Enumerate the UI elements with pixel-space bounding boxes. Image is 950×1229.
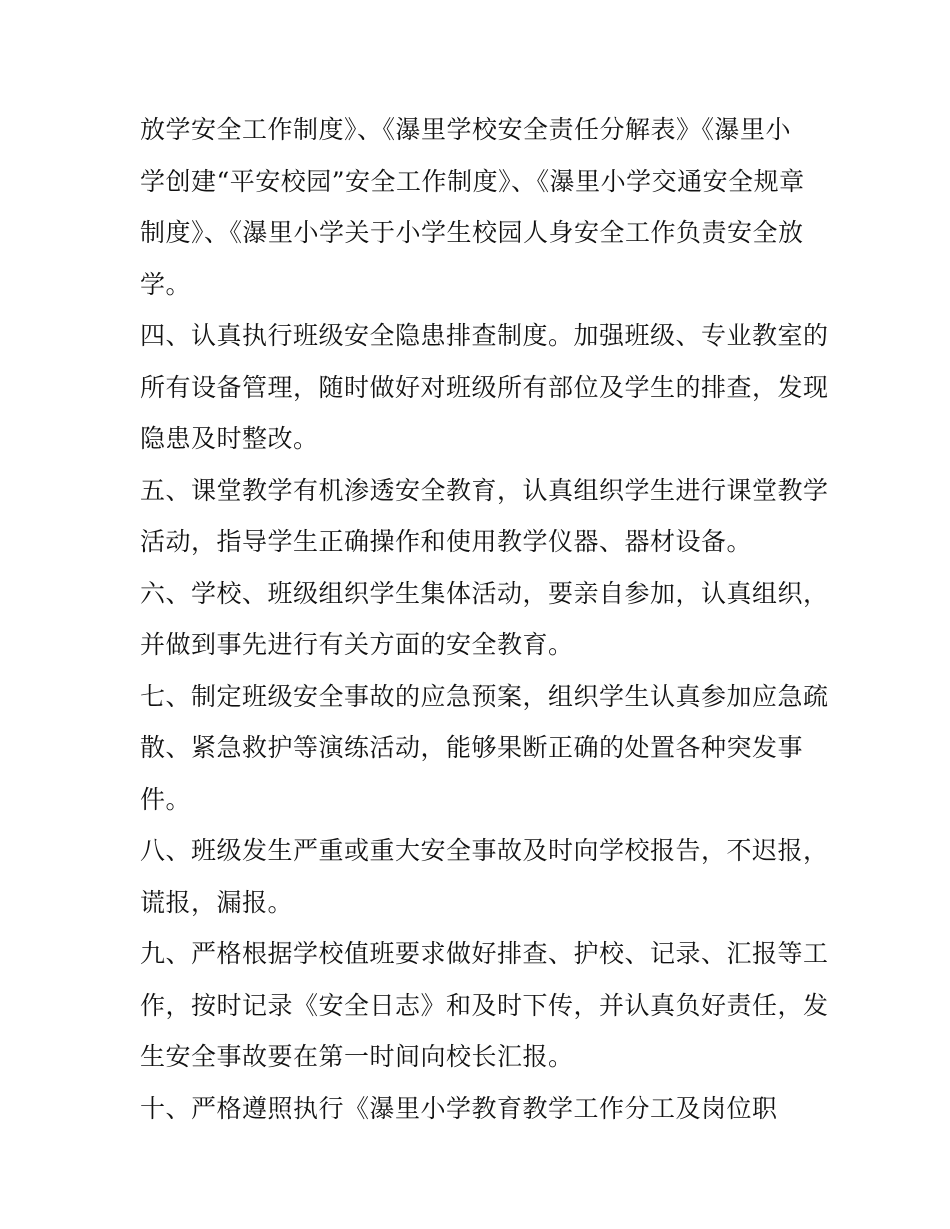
text-line: 制度》、《瀑里小学关于小学生校园人身安全工作负责安全放	[140, 218, 804, 247]
text-line: 十、严格遵照执行《瀑里小学教育教学工作分工及岗位职	[140, 1093, 778, 1123]
text-line: 并做到事先进行有关方面的安全教育。	[140, 630, 574, 659]
text-line: 四、认真执行班级安全隐患排查制度。加强班级、专业教室的	[140, 321, 829, 350]
text-line: 散、紧急救护等演练活动，能够果断正确的处置各种突发事	[140, 733, 804, 762]
text-line: 所有设备管理，随时做好对班级所有部位及学生的排查，发现	[140, 372, 829, 402]
text-line: 八、班级发生严重或重大安全事故及时向学校报告，不迟报，	[140, 836, 829, 865]
text-line: 隐患及时整改。	[140, 424, 319, 453]
text-line: 生安全事故要在第一时间向校长汇报。	[140, 1042, 574, 1071]
text-line: 五、课堂教学有机渗透安全教育，认真组织学生进行课堂教学	[140, 475, 829, 505]
text-line: 六、学校、班级组织学生集体活动，要亲自参加，认真组织，	[140, 578, 829, 608]
text-line: 学。	[140, 269, 192, 299]
text-line: 九、严格根据学校值班要求做好排查、护校、记录、汇报等工	[140, 939, 829, 968]
text-line: 谎报，漏报。	[140, 887, 294, 917]
text-line: 作，按时记录《安全日志》和及时下传，并认真负好责任，发	[140, 990, 829, 1020]
text-line: 件。	[140, 784, 192, 814]
text-line: 七、制定班级安全事故的应急预案，组织学生认真参加应急疏	[140, 681, 829, 711]
text-line: 活动，指导学生正确操作和使用教学仪器、器材设备。	[140, 527, 753, 556]
text-line: 学创建“平安校园”安全工作制度》、《瀑里小学交通安全规章	[140, 166, 805, 196]
text-line: 放学安全工作制度》、《瀑里学校安全责任分解表》《瀑里小	[140, 115, 792, 144]
document-body	[140, 104, 830, 1134]
